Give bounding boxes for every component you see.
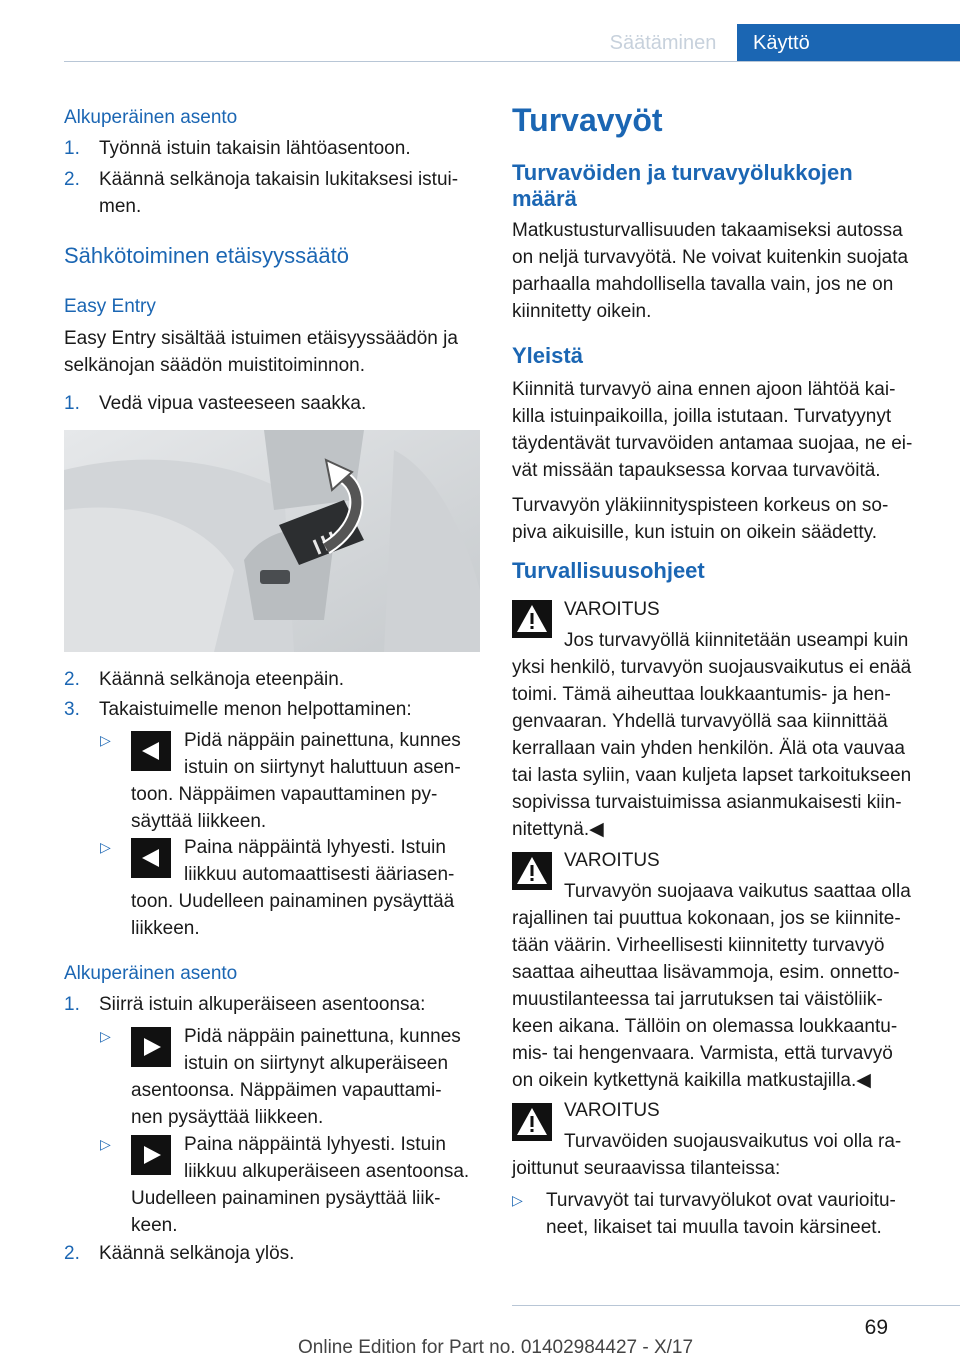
step-number: 2.: [64, 669, 80, 690]
warning-text: Jos turvavyöllä kiinnitetään useampi kuin: [564, 630, 909, 651]
warning-triangle-icon: [512, 600, 552, 643]
body-text: Kiinnitä turvavyö aina ennen ajoon lähtöä kai-: [512, 379, 896, 400]
step-text: Siirrä istuin alkuperäiseen asentoonsa:: [99, 994, 426, 1015]
step-number: 2.: [64, 169, 80, 190]
warning-text: muustilanteessa tai jarrutuksen tai väistöliik-: [512, 989, 883, 1010]
general-heading: Yleistä: [512, 343, 583, 368]
warning-text: Turvavöiden suojausvaikutus voi olla ra-: [564, 1131, 902, 1152]
seat-belts-title: Turvavyöt: [512, 102, 663, 138]
body-text: kiinnitetty oikein.: [512, 301, 652, 322]
easy-entry-text: selkänojan säädön muistitoiminnon.: [64, 355, 366, 376]
body-text: Matkustusturvallisuuden takaamiseksi autossa: [512, 220, 903, 241]
bullet-text: toon. Näppäimen vapauttaminen py-: [131, 784, 438, 805]
forward-button-icon: [131, 1135, 171, 1175]
bullet-text: istuin on siirtynyt alkuperäiseen: [184, 1053, 449, 1074]
edition-footer: Online Edition for Part no. 01402984427 - X/17: [298, 1337, 694, 1358]
electric-adjustment-heading: Sähkötoiminen etäisyyssäätö: [64, 243, 349, 268]
warning-text: nitettynä.◀: [512, 819, 604, 840]
warning-label: VAROITUS: [564, 599, 660, 620]
easy-entry-text: Easy Entry sisältää istuimen etäisyyssäädön ja: [64, 328, 458, 349]
step-text: Työnnä istuin takaisin lähtöasentoon.: [99, 138, 411, 159]
step-text: Käännä selkänoja ylös.: [99, 1243, 295, 1264]
header-divider: [64, 61, 960, 62]
safety-instructions-heading: Turvallisuusohjeet: [512, 558, 705, 583]
body-text: parhaalla mahdollisella tavalla vain, jos ne on: [512, 274, 894, 295]
bullet-triangle-icon: ▷: [100, 1136, 111, 1152]
bullet-text: liikkeen.: [131, 918, 200, 939]
warning-text: genvaaran. Yhdellä turvavyöllä saa kiinnittää: [512, 711, 888, 732]
warning-triangle-icon: [512, 852, 552, 895]
body-text: on neljä turvavyötä. Ne voivat kuitenkin suojata: [512, 247, 909, 268]
backward-button-icon: [131, 731, 171, 771]
bullet-triangle-icon: ▷: [100, 732, 111, 748]
step-text: Käännä selkänoja takaisin lukitaksesi istui-: [99, 169, 459, 190]
body-text: piva aikuisille, kun istuin on oikein säädetty.: [512, 522, 878, 543]
bullet-text: Uudelleen painaminen pysäyttää liik-: [131, 1188, 441, 1209]
bullet-triangle-icon: ▷: [100, 839, 111, 855]
body-text: täydentävät turvavöiden antamaa suojaa, ne ei-: [512, 433, 913, 454]
step-text: men.: [99, 196, 142, 217]
warning-text: yksi henkilö, turvavyön suojausvaikutus ei enää: [512, 657, 912, 678]
original-position-heading: Alkuperäinen asento: [64, 963, 238, 984]
bullet-triangle-icon: ▷: [512, 1192, 523, 1208]
body-text: killa istuinpaikoilla, joilla istutaan. Turvatyynyt: [512, 406, 892, 427]
warning-text: rajallinen tai puuttua kokonaan, jos se kiinnite-: [512, 908, 901, 929]
bullet-text: Paina näppäintä lyhyesti. Istuin: [184, 837, 446, 858]
bullet-text: keen.: [131, 1215, 178, 1236]
footer-divider: [512, 1305, 960, 1306]
bullet-text: asentoonsa. Näppäimen vapauttami-: [131, 1080, 442, 1101]
seat-lever-photo: [64, 430, 480, 652]
bullet-text: Paina näppäintä lyhyesti. Istuin: [184, 1134, 446, 1155]
warning-label: VAROITUS: [564, 850, 660, 871]
forward-button-icon: [131, 1027, 171, 1067]
warning-label: VAROITUS: [564, 1100, 660, 1121]
header-section-tab: Säätäminen: [609, 32, 717, 54]
warning-triangle-icon: [512, 1103, 552, 1146]
bullet-text: toon. Uudelleen painaminen pysäyttää: [131, 891, 455, 912]
original-position-heading: Alkuperäinen asento: [64, 107, 238, 128]
bullet-text: Pidä näppäin painettuna, kunnes: [184, 1026, 461, 1047]
warning-text: Turvavyön suojaava vaikutus saattaa olla: [564, 881, 911, 902]
step-text: Käännä selkänoja eteenpäin.: [99, 669, 345, 690]
warning-text: sopivissa turvaistuimissa asianmukaisesti kiin-: [512, 792, 902, 813]
bullet-text: istuin on siirtynyt haluttuun asen-: [184, 757, 461, 778]
step-number: 3.: [64, 699, 80, 720]
warning-text: mis- tai hengenvaara. Varmista, että turvavyö: [512, 1043, 893, 1064]
header-chapter-tab: Käyttö: [737, 24, 960, 62]
easy-entry-heading: Easy Entry: [64, 296, 156, 317]
backward-button-icon: [131, 838, 171, 878]
bullet-text: liikkuu automaattisesti ääriasen-: [184, 864, 455, 885]
bullet-text: liikkuu alkuperäiseen asentoonsa.: [184, 1161, 470, 1182]
bullet-text: Turvavyöt tai turvavyölukot ovat vaurioitu-: [546, 1190, 896, 1211]
body-text: vät missään tapauksessa korvaa turvavöitä.: [512, 460, 881, 481]
bullet-text: säyttää liikkeen.: [131, 811, 267, 832]
warning-text: tään väärin. Virheellisesti kiinnitetty turvavyö: [512, 935, 885, 956]
bullet-text: neet, likaiset tai muulla tavoin kärsineet.: [546, 1217, 882, 1238]
bullet-triangle-icon: ▷: [100, 1028, 111, 1044]
bullet-text: nen pysäyttää liikkeen.: [131, 1107, 324, 1128]
step-number: 1.: [64, 138, 80, 159]
number-of-belts-heading: määrä: [512, 186, 577, 211]
step-text: Takaistuimelle menon helpottaminen:: [99, 699, 412, 720]
step-number: 2.: [64, 1243, 80, 1264]
step-number: 1.: [64, 393, 80, 414]
bullet-text: Pidä näppäin painettuna, kunnes: [184, 730, 461, 751]
warning-text: kerrallaan vain yhden henkilön. Älä ota vauvaa: [512, 738, 905, 759]
warning-text: toimi. Tämä aiheuttaa loukkaantumis- ja hen-: [512, 684, 891, 705]
body-text: Turvavyön yläkiinnityspisteen korkeus on so-: [512, 495, 889, 516]
warning-text: tai lasta syliin, vaan kuljeta lapset tarkoitukseen: [512, 765, 912, 786]
warning-text: keen aikana. Tällöin on olemassa loukkaantu-: [512, 1016, 898, 1037]
page-number: 69: [864, 1316, 888, 1339]
warning-text: on oikein kytkettynä kaikilla matkustajilla.◀: [512, 1070, 871, 1091]
warning-text: joittunut seuraavissa tilanteissa:: [512, 1158, 781, 1179]
step-text: Vedä vipua vasteeseen saakka.: [99, 393, 367, 414]
warning-text: saattaa aiheuttaa lisävammoja, esim. onnetto-: [512, 962, 900, 983]
number-of-belts-heading: Turvavöiden ja turvavyölukkojen: [512, 160, 853, 185]
step-number: 1.: [64, 994, 80, 1015]
